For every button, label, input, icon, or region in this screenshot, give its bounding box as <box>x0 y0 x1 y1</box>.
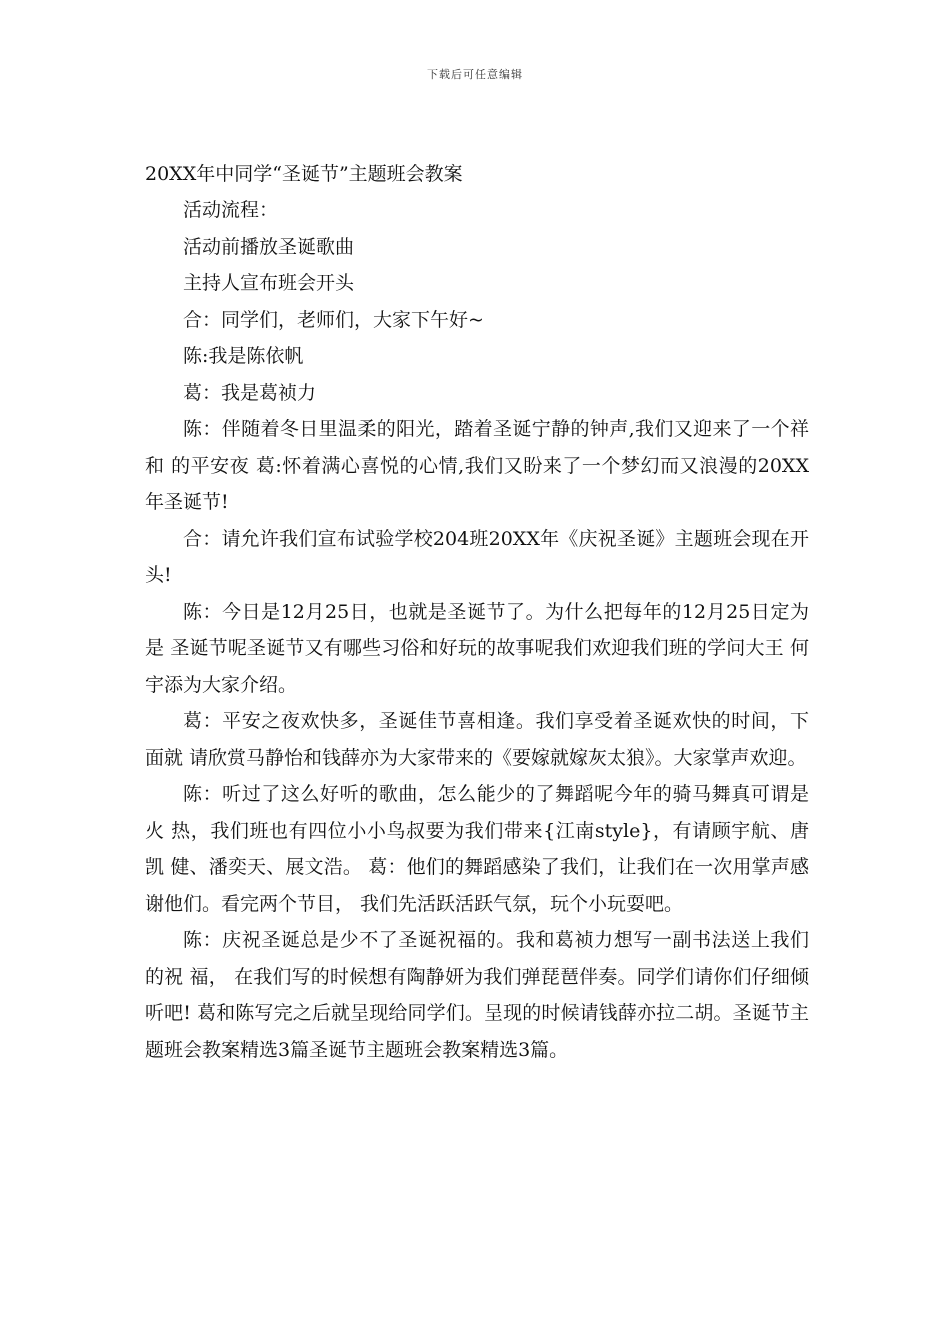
paragraph-calligraphy-blessing: 陈：庆祝圣诞总是少不了圣诞祝福的。我和葛祯力想写一副书法送上我们的祝 福， 在我们写的时候想有陶静妍为我们弹琵琶伴奏。同学们请你们仔细倾听吧! 葛和陈写完之后就呈现给同学们。呈现的时候请钱薛亦拉二胡。圣诞节主题班会教案精选3篇圣诞节主题班会教案精选3篇。 <box>145 929 809 1061</box>
paragraph-opening-lines: 陈：伴随着冬日里温柔的阳光，踏着圣诞宁静的钟声,我们又迎来了一个祥和 的平安夜 葛:怀着满心喜悦的心情,我们又盼来了一个梦幻而又浪漫的20XX年圣诞节! <box>145 418 809 513</box>
paragraph-chen-intro: 陈:我是陈依帆 <box>183 345 304 367</box>
document-title: 20XX年中同学“圣诞节”主题班会教案 <box>145 163 463 185</box>
paragraph-greeting: 合：同学们，老师们，大家下午好~ <box>183 308 484 331</box>
paragraph-pre-activity-music: 活动前播放圣诞歌曲 <box>183 235 355 258</box>
paragraph-dance-performance: 陈：听过了这么好听的歌曲，怎么能少的了舞蹈呢今年的骑马舞真可谓是火 热，我们班也有四位小小鸟叔要为我们带来{江南style}，有请顾宇航、唐凯 健、潘奕天、展文浩。 葛：他们的舞蹈感染了我们，让我们在一次用掌声感谢他们。看完两个节目， 我们先活跃活跃气氛，玩个小玩耍吧。 <box>145 783 809 915</box>
paragraph-christmas-origin: 陈：今日是12月25日，也就是圣诞节了。为什么把每年的12月25日定为是 圣诞节呢圣诞节又有哪些习俗和好玩的故事呢我们欢迎我们班的学问大王 何宇添为大家介绍。 <box>145 600 809 696</box>
paragraph-activity-flow: 活动流程： <box>183 199 279 221</box>
paragraph-song-performance: 葛：平安之夜欢快多，圣诞佳节喜相逢。我们享受着圣诞欢快的时间，下面就 请欣赏马静怡和钱薛亦为大家带来的《要嫁就嫁灰太狼》。大家掌声欢迎。 <box>145 710 809 769</box>
page-header-note: 下载后可任意编辑 <box>427 68 523 81</box>
document-body <box>145 156 809 1068</box>
paragraph-host-opening: 主持人宣布班会开头 <box>183 272 355 294</box>
paragraph-announcement: 合：请允许我们宣布试验学校204班20XX年《庆祝圣诞》主题班会现在开头! <box>145 527 809 586</box>
paragraph-ge-intro: 葛：我是葛祯力 <box>183 381 317 404</box>
